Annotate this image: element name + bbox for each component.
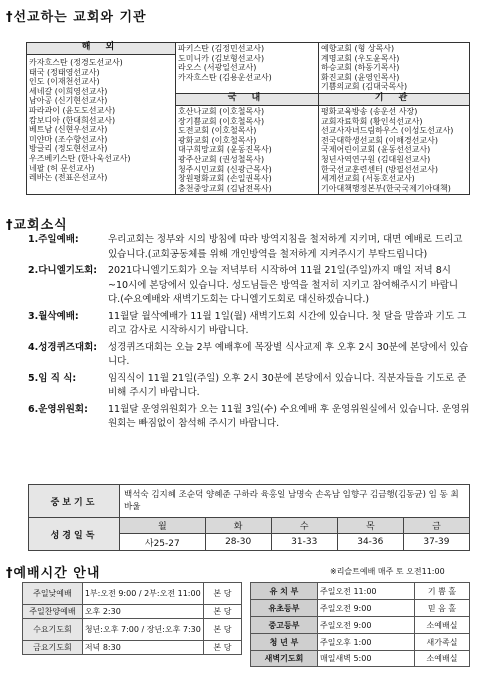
missions-table [26, 42, 470, 195]
news-item [28, 233, 470, 262]
prayer-table [28, 484, 470, 551]
list-item: 베트남 (신현우선교사) [29, 125, 108, 135]
day-header: 목 [337, 518, 403, 534]
table-row [23, 619, 242, 641]
news-item [28, 403, 470, 432]
news-label: 3.월삭예배: [28, 310, 79, 322]
service-place: 본 당 [203, 605, 241, 619]
day-header: 화 [205, 518, 271, 534]
schedule-left-table [22, 582, 242, 655]
reading-cell: 28-30 [205, 534, 271, 551]
list-item: 광화교회 (이호철목사) [178, 135, 257, 145]
list-item: 방글리 (정도현선교사) [29, 144, 108, 154]
list-item: 전국대학생선교회 (이해경선교사) [321, 135, 438, 145]
service-place: 본 당 [203, 583, 241, 605]
list-item: 세계선교회 (서동호선교사) [321, 174, 415, 184]
prayer-names: 백석숙 김지혜 조순덕 양혜준 구하라 육홍일 남명숙 손옥남 임향구 김금행(김동균) 임 동 최바울 [120, 485, 470, 518]
table-row [23, 605, 242, 619]
news-label: 2.다니엘기도회: [28, 265, 98, 276]
reading-cell: 37-39 [403, 534, 469, 551]
list-item: 창원평화교회 (손일권목사) [178, 174, 272, 184]
list-item: 예향교회 (형 상목사) [321, 44, 395, 53]
domestic-cell [176, 105, 319, 194]
list-item: 도미니카 (김보형선교사) [178, 53, 265, 63]
schedule-note: ※리슬트예배 매주 토 오전11:00 [330, 567, 445, 576]
news-text: 2021다니엘기도회가 오늘 저녁부터 시작하여 11월 21일(주일)까지 매일 저녁 8시~10시에 본당에서 있습니다. 성도님들은 방역을 철저히 지키고 참여해주시기 바랍니다.(수요예배와 새벽기도회는 다니엘기도회로 대신하겠습니다.) [108, 265, 459, 305]
service-name: 금요기도회 [23, 641, 83, 655]
list-item: 미얀마 (조수향선교사) [29, 134, 108, 144]
service-time: 1부:오전 9:00 / 2부:오전 11:00 [82, 583, 203, 605]
list-item: 호산나교회 (이호철목사) [178, 106, 265, 116]
news-list [28, 233, 470, 434]
list-item: 카자흐스탄 (정경도선교사) [29, 58, 123, 67]
news-text: 11월달 운영위원회가 오는 11월 3일(수) 수요예배 후 운영위원실에서 있습니다. 운영위원회는 빠짐없이 참석해 주시기 바랍니다. [108, 403, 470, 429]
reading-label: 성경일독 [29, 518, 120, 551]
list-item: 세네갈 (이희영선교사) [29, 86, 108, 96]
news-label: 5.임 직 식: [28, 372, 77, 384]
list-item: 파키스탄 (김정민선교사) [178, 44, 265, 53]
list-item: 계명교회 (우도윤목사) [321, 53, 400, 63]
day-header: 월 [120, 518, 206, 534]
list-item: 남아공 (신기현선교사) [29, 96, 108, 106]
list-item: 기쁨의교회 (김대국목사) [321, 82, 408, 92]
list-item: 캄보디아 (한대희선교사) [29, 115, 116, 125]
table-row [251, 600, 470, 617]
table-row [251, 583, 470, 600]
domestic-header: 국 내 [176, 93, 319, 105]
reading-cell: 31-33 [271, 534, 337, 551]
day-header: 금 [403, 518, 469, 534]
table-row [23, 583, 242, 605]
list-item: 인도 (이재천선교사) [29, 77, 100, 87]
day-header: 수 [271, 518, 337, 534]
service-time: 청년:오후 7:00 / 장년:오후 7:30 [82, 619, 203, 641]
list-item: 교회자료학회 (황인석선교사) [321, 116, 423, 126]
dept-name: 유 치 부 [251, 583, 318, 600]
service-place: 본 당 [203, 619, 241, 641]
news-text: 성경퀴즈대회는 오늘 2부 예배후에 목장별 식사교제 후 오후 2시 30분에 본당에서 있습니다. [108, 341, 469, 367]
service-name: 주일찬양예배 [23, 605, 83, 619]
overseas-header: 해 외 [27, 43, 176, 55]
middle-top-cell [176, 43, 319, 94]
news-text: 11월달 월삭예배가 11월 1일(월) 새벽기도회 시간에 있습니다. 첫 달을 말씀과 기도 그리고 감사로 시작하시기 바랍니다. [108, 310, 467, 336]
institutions-cell [319, 105, 470, 194]
news-label: 4.성경퀴즈대회: [28, 341, 98, 353]
dept-name: 중고등부 [251, 617, 318, 634]
dept-name: 새벽기도회 [251, 651, 318, 667]
list-item: 대구희망교회 (윤동진목사) [178, 145, 272, 155]
news-text: 우리교회는 정부와 시의 방침에 따라 방역지침을 철저하게 지키며, 대면 예배로 드리고 있습니다.(교회공동체를 위해 개인방역을 철저하게 지켜주시기 부탁드립니다) [108, 234, 463, 260]
table-row [251, 651, 470, 667]
dept-time: 주일오전 11:00 [318, 583, 415, 600]
prayer-label: 중보기도 [29, 485, 120, 518]
service-time: 오후 2:30 [82, 605, 203, 619]
list-item: 국제어린이교회 (윤동선선교사) [321, 145, 431, 155]
reading-cell: 사25-27 [120, 534, 206, 551]
dept-name: 청 년 부 [251, 634, 318, 651]
list-item: 우즈베키스탄 (한나욱선교사) [29, 153, 131, 163]
overseas-cell [27, 55, 176, 195]
list-item: 라오스 (서광일선교사) [178, 63, 257, 73]
table-row [23, 641, 242, 655]
service-name: 주일낮예배 [23, 583, 83, 605]
list-item: 광주산교회 (권성철목사) [178, 154, 265, 164]
dept-place: 소예배실 [415, 617, 470, 634]
news-title: †교회소식 [6, 218, 68, 233]
service-name: 수요기도회 [23, 619, 83, 641]
dept-time: 주일오후 1:00 [318, 634, 415, 651]
news-item [28, 341, 470, 370]
service-time: 저녁 8:30 [82, 641, 203, 655]
dept-place: 믿 음 홀 [415, 600, 470, 617]
list-item: 선교사자녀드림하우스 (이성도선교사) [321, 126, 454, 136]
table-row [251, 634, 470, 651]
service-place: 본 당 [203, 641, 241, 655]
list-item: 기아대책행정본부(한국국제기아대책) [321, 183, 451, 193]
dept-place: 새가족실 [415, 634, 470, 651]
news-item [28, 310, 470, 339]
right-top-cell [319, 43, 470, 94]
dept-place: 소예배실 [415, 651, 470, 667]
reading-cell: 34-36 [337, 534, 403, 551]
list-item: 장기쁨교회 (이호철목사) [178, 116, 265, 126]
news-item [28, 264, 470, 308]
list-item: 청주시민교회 (신광근목사) [178, 164, 272, 174]
schedule-title: †예배시간 안내 [6, 566, 101, 581]
list-item: 충천중앙교회 (김남전목사) [178, 183, 272, 193]
missions-title: †선교하는 교회와 기관 [6, 10, 147, 25]
list-item: 하승교회 (하동기목사) [321, 63, 400, 73]
list-item: 레바논 (전표은선교사) [29, 173, 108, 183]
list-item: 네팔 (허 문선교사) [29, 163, 95, 173]
dept-place: 기 쁨 홀 [415, 583, 470, 600]
dept-time: 주일오전 9:00 [318, 617, 415, 634]
dept-name: 유초등부 [251, 600, 318, 617]
list-item: 도전교회 (이호철목사) [178, 126, 257, 136]
dept-time: 매일새벽 5:00 [318, 651, 415, 667]
schedule-right-table [250, 582, 470, 667]
institutions-header: 기 관 [319, 93, 470, 105]
list-item: 파라과이 (윤도도선교사) [29, 105, 116, 115]
list-item: 평화교육방송 (송운선 사장) [321, 106, 418, 116]
table-row [251, 617, 470, 634]
list-item: 청년사역연구원 (김대원선교사) [321, 154, 431, 164]
news-text: 임직식이 11월 21일(주일) 오후 2시 30분에 본당에서 있습니다. 직분자들을 기도로 준비해 주시기 바랍니다. [108, 372, 467, 398]
news-label: 6.운영위원회: [28, 403, 88, 415]
dept-time: 주일오전 9:00 [318, 600, 415, 617]
news-item [28, 372, 470, 401]
list-item: 화진교회 (윤영인목사) [321, 72, 400, 82]
list-item: 한국선교훈련센터 (방필선선교사) [321, 164, 438, 174]
list-item: 카자흐스탄 (김용운선교사) [178, 72, 272, 82]
news-label: 1.주일예배: [28, 234, 79, 245]
list-item: 태국 (정태영선교사) [29, 67, 100, 77]
